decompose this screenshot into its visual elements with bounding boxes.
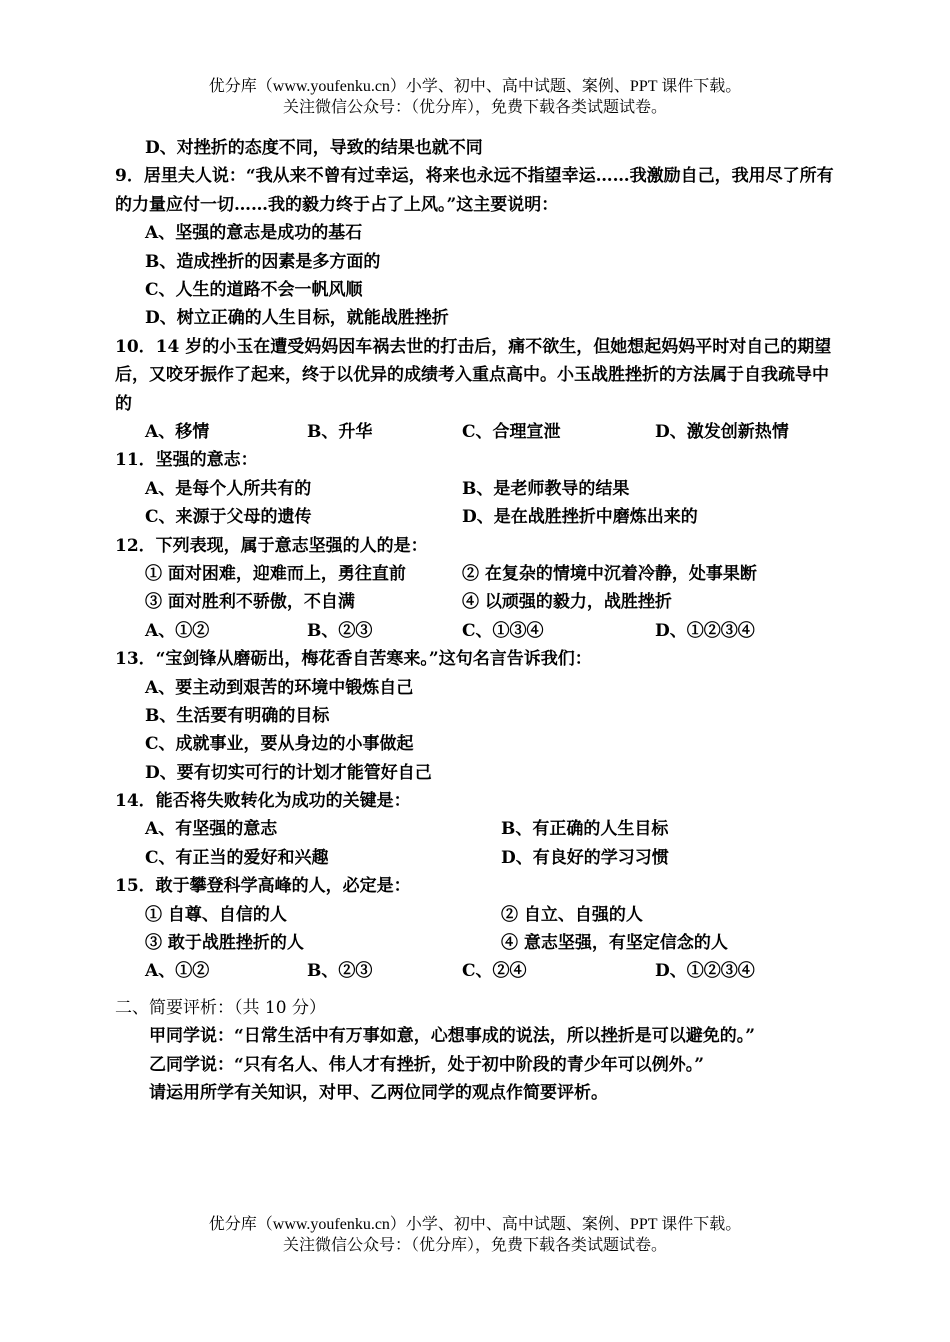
q11-options-row1 — [115, 475, 837, 503]
q15-option-b: B、②③ — [307, 961, 373, 982]
q15-item-1: ① 自尊、自信的人 — [145, 904, 287, 925]
q11-options-row2 — [115, 503, 837, 531]
q15-items-row2 — [115, 929, 837, 957]
q12-item-3: ③ 面对胜利不骄傲，不自满 — [145, 592, 355, 613]
q13-option-a: A、要主动到艰苦的环境中锻炼自己 — [145, 677, 414, 698]
q10-option-b: B、升华 — [307, 421, 373, 442]
q12-item-4: ④ 以顽强的毅力，战胜挫折 — [462, 592, 672, 613]
section2-student-a: 甲同学说：“日常生活中有万事如意，心想事成的说法，所以挫折是可以避免的。” — [149, 1026, 756, 1047]
q13-option-b: B、生活要有明确的目标 — [145, 705, 330, 726]
q10-stem: 10．14 岁的小玉在遭受妈妈因车祸去世的打击后，痛不欲生，但她想起妈妈平时对自己的期望后，又咬牙振作了起来，终于以优异的成绩考入重点高中。小玉战胜挫折的方法属于自我疏导中的 — [115, 336, 832, 414]
q11-option-d: D、是在战胜挫折中磨炼出来的 — [462, 507, 698, 528]
q12-items-row1 — [115, 560, 837, 588]
q14-option-c: C、有正当的爱好和兴趣 — [145, 847, 329, 868]
q11-option-a: A、是每个人所共有的 — [145, 478, 312, 499]
q14-option-d: D、有良好的学习习惯 — [501, 847, 669, 868]
q12-option-c: C、①③④ — [462, 620, 544, 641]
q11-stem: 11．坚强的意志： — [115, 450, 258, 471]
section2-student-b: 乙同学说：“只有名人、伟人才有挫折，处于初中阶段的青少年可以例外。” — [149, 1054, 705, 1075]
q9-option-b: B、造成挫折的因素是多方面的 — [145, 251, 381, 272]
q12-item-1: ① 面对困难，迎难而上，勇往直前 — [145, 563, 406, 584]
q15-option-c: C、②④ — [462, 961, 527, 982]
q14-options-row1 — [115, 815, 837, 843]
q12-options — [115, 617, 837, 645]
section2-title: 二、简要评析：（共 10 分） — [115, 997, 326, 1018]
footer-line-1: 优分库（www.youfenku.cn）小学、初中、高中试题、案例、PPT 课件下载。 — [208, 1216, 742, 1233]
q15-option-a: A、①② — [145, 961, 210, 982]
q9-option-c: C、人生的道路不会一帆风顺 — [145, 279, 363, 300]
q9-option-a: A、坚强的意志是成功的基石 — [145, 223, 363, 244]
q14-stem: 14．能否将失败转化为成功的关键是： — [115, 791, 411, 812]
q15-item-2: ② 自立、自强的人 — [501, 904, 643, 925]
q11-option-b: B、是老师教导的结果 — [462, 478, 630, 499]
q15-items-row1 — [115, 901, 837, 929]
q14-option-b: B、有正确的人生目标 — [501, 819, 669, 840]
q10-option-d: D、激发创新热情 — [655, 421, 789, 442]
q9-option-d: D、树立正确的人生目标，就能战胜挫折 — [145, 308, 449, 329]
page-header — [0, 76, 950, 118]
q10-options — [115, 418, 837, 446]
q10-option-a: A、移情 — [145, 421, 210, 442]
q13-option-c: C、成就事业，要从身边的小事做起 — [145, 734, 414, 755]
q8-option-d: D、对挫折的态度不同，导致的结果也就不同 — [145, 138, 483, 158]
q14-option-a: A、有坚强的意志 — [145, 819, 278, 840]
q15-option-d: D、①②③④ — [655, 961, 755, 982]
header-line-2: 关注微信公众号：（优分库），免费下载各类试题试卷。 — [282, 99, 667, 116]
q13-option-d: D、要有切实可行的计划才能管好自己 — [145, 762, 432, 783]
q12-items-row2 — [115, 588, 837, 616]
exam-content — [115, 134, 837, 1107]
q14-options-row2 — [115, 844, 837, 872]
q11-option-c: C、来源于父母的遗传 — [145, 507, 312, 528]
page-footer — [0, 1214, 950, 1256]
q10-option-c: C、合理宣泄 — [462, 421, 561, 442]
q15-stem: 15．敢于攀登科学高峰的人，必定是： — [115, 876, 411, 897]
section2-instruction: 请运用所学有关知识，对甲、乙两位同学的观点作简要评析。 — [149, 1082, 608, 1103]
q12-stem: 12．下列表现，属于意志坚强的人的是： — [115, 535, 428, 556]
footer-line-2: 关注微信公众号：（优分库），免费下载各类试题试卷。 — [282, 1237, 667, 1254]
q12-option-b: B、②③ — [307, 620, 373, 641]
q15-item-4: ④ 意志坚强，有坚定信念的人 — [501, 933, 728, 954]
header-line-1: 优分库（www.youfenku.cn）小学、初中、高中试题、案例、PPT 课件下载。 — [208, 78, 742, 95]
q12-option-d: D、①②③④ — [655, 620, 755, 641]
q12-option-a: A、①② — [145, 620, 210, 641]
q15-options — [115, 957, 837, 985]
q13-stem: 13．“宝剑锋从磨砺出，梅花香自苦寒来。”这句名言告诉我们： — [115, 649, 592, 670]
q12-item-2: ② 在复杂的情境中沉着冷静，处事果断 — [462, 563, 757, 584]
q9-stem: 9．居里夫人说：“我从来不曾有过幸运，将来也永远不指望幸运……我激励自己，我用尽了所有的力量应付一切……我的毅力终于占了上风。”这主要说明： — [115, 166, 834, 215]
q15-item-3: ③ 敢于战胜挫折的人 — [145, 933, 304, 954]
